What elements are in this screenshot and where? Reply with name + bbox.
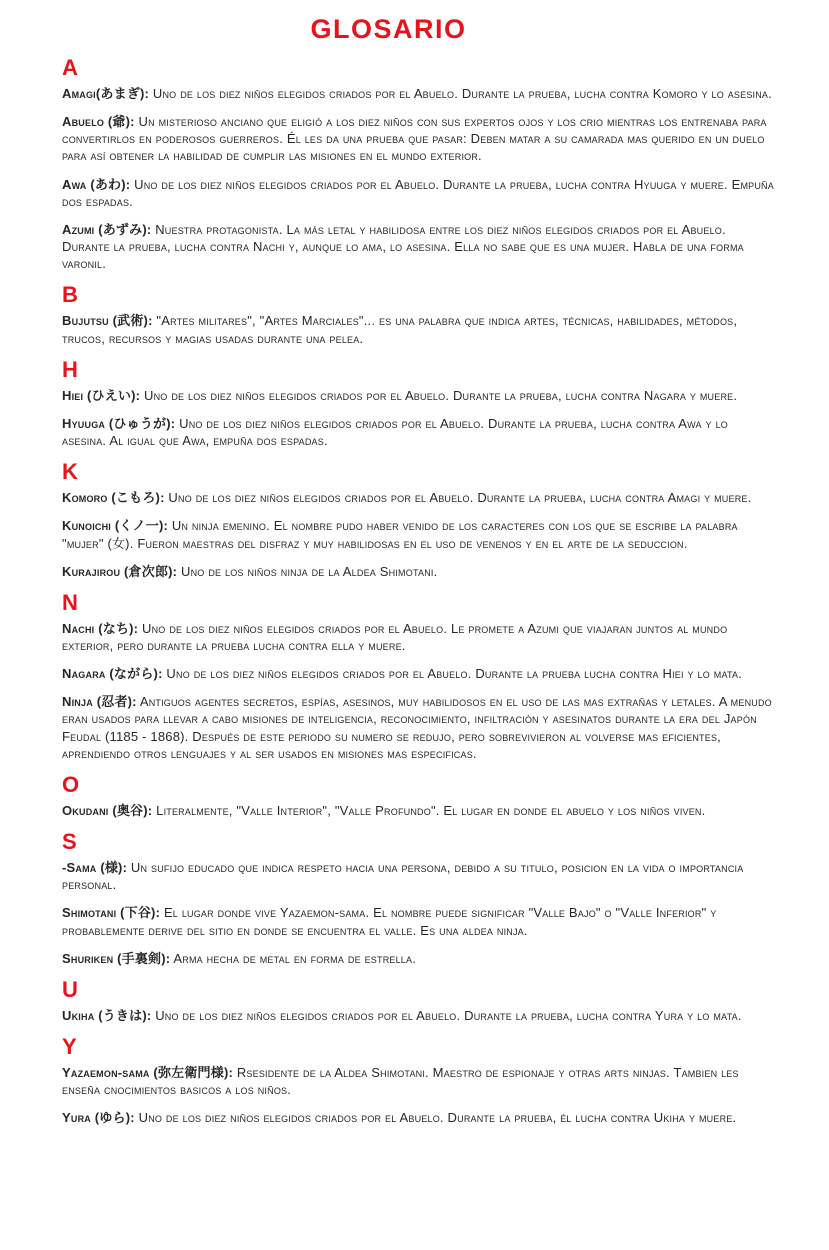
entry-definition: Uno de los diez niños elegidos criados por el Abuelo. Le promete a Azumi que viajaran juntos al mundo exterior, pero durante la prueba lucha contra ella y muere. xyxy=(62,620,728,653)
glossary-entry-kurajirou xyxy=(62,563,774,580)
entry-term: Ukiha xyxy=(62,1007,95,1023)
glossary-entry-nagara xyxy=(62,665,774,682)
entry-kana: (なち): xyxy=(98,620,139,636)
glossary-entry-sama xyxy=(62,859,774,893)
entry-definition: Uno de los diez niños elegidos criados por el Abuelo. Durante la prueba, lucha contra Nagara y muere. xyxy=(144,387,738,403)
section-letter: K xyxy=(62,459,78,485)
entry-term: Yura xyxy=(62,1110,91,1126)
entry-definition: Rsesidente de la Aldea Shimotani. Maestro de espionaje y otras arts ninjas. Tambien les enseña cnocimientos basicos a los niños. xyxy=(62,1065,739,1098)
entry-term: Awa xyxy=(62,176,87,192)
entry-definition: Uno de los diez niños elegidos criados por el Abuelo. Durante la prueba, lucha contra Yura y lo mata. xyxy=(155,1007,742,1023)
glossary-entry-bujutsu xyxy=(62,312,774,346)
entry-kana: (ひゅうが): xyxy=(108,415,176,431)
glossary-section-k xyxy=(62,461,775,580)
glossary-section-b xyxy=(62,284,775,346)
entry-kana: (武術): xyxy=(112,313,153,329)
entry-term: Shuriken xyxy=(62,950,114,966)
entry-definition: Uno de los niños ninja de la Aldea Shimotani. xyxy=(181,563,438,579)
entry-definition: Uno de los diez niños elegidos criados por el Abuelo. Durante la prueba, lucha contra Amagi y muere. xyxy=(168,490,752,506)
entry-term: Okudani xyxy=(62,802,109,818)
entry-term: Yazaemon-sama xyxy=(62,1065,150,1080)
glossary-entry-shimotani xyxy=(62,904,774,938)
entry-definition: Nuestra protagonista. La más letal y habilidosa entre los diez niños elegidos criados por el Abuelo. Durante la prueba, lucha contra Nachi y, aunque lo ama, lo asesina. Ella no sabe que es una mujer. Habla de una forma varonil. xyxy=(62,221,744,272)
glossary-section-h xyxy=(62,356,775,449)
entry-definition: Uno de los diez niños elegidos criados por el Abuelo. Durante la prueba, lucha contra Komoro y lo asesina. xyxy=(152,86,772,101)
entry-definition: El lugar donde vive Yazaemon-sama. El nombre puede significar "Valle Bajo" o "Valle Inferior" y probablemente derive del sitio en donde se encuentra el valle. Es una aldea ninja. xyxy=(62,905,717,938)
entry-kana: (弥左衛門様): xyxy=(153,1065,234,1080)
entry-definition: Uno de los diez niños elegidos criados por el Abuelo. Durante la prueba, lucha contra Hyuuga y muere. Empuña dos espadas. xyxy=(62,176,774,209)
entry-term: Komoro xyxy=(62,490,108,506)
page-title: GLOSARIO xyxy=(310,14,467,44)
section-letter: B xyxy=(62,282,78,308)
entry-definition: Arma hecha de metal en forma de estrella. xyxy=(173,950,417,966)
glossary-entry-ninja xyxy=(62,693,774,762)
glossary-entry-abuelo xyxy=(62,113,774,164)
glossary-entry-awa xyxy=(62,176,774,210)
entry-kana: (ゆら): xyxy=(94,1110,135,1126)
entry-definition: "Artes militares", "Artes Marciales"... es una palabra que indica artes, técnicas, habilidades, métodos, trucos, recursos y magias usadas durante una pelea. xyxy=(62,313,738,346)
entry-definition: Literalmente, "Valle Interior", "Valle Profundo". El lugar en donde el abuelo y los niños viven. xyxy=(156,802,706,818)
entry-term: Kunoichi xyxy=(62,518,111,534)
entry-kana: (倉次郎): xyxy=(124,563,178,579)
entry-term: Nagara xyxy=(62,666,106,682)
entry-term: Shimotani xyxy=(62,905,117,921)
entry-definition: Uno de los diez niños elegidos criados por el Abuelo. Durante la prueba, lucha contra Awa y lo asesina. Al igual que Awa, empuña dos espadas. xyxy=(62,415,728,449)
section-letter: A xyxy=(62,55,78,80)
entry-term: Abuelo xyxy=(62,114,105,130)
entry-kana: (忍者): xyxy=(96,694,137,710)
entry-term: -Sama xyxy=(62,860,97,876)
glossary-entry-komoro xyxy=(62,489,774,506)
glossary-entry-nachi xyxy=(62,620,774,654)
glossary-section-n xyxy=(62,589,775,762)
entry-kana: (ひえい): xyxy=(87,387,141,403)
entry-term: Bujutsu xyxy=(62,313,109,329)
entry-kana: (くノ一): xyxy=(114,518,168,534)
entry-term: Hiei xyxy=(62,387,84,403)
section-letter: O xyxy=(62,771,80,797)
glossary-entry-yura xyxy=(62,1109,774,1126)
entry-term: Ninja xyxy=(62,694,93,710)
entry-kana: (あまぎ): xyxy=(95,86,150,101)
entry-kana: (ながら): xyxy=(109,666,163,682)
glossary-section-s xyxy=(62,831,775,967)
entry-definition: Uno de los diez niños elegidos criados por el Abuelo. Durante la prueba, él lucha contra Ukiha y muere. xyxy=(138,1110,737,1126)
glossary-section-a xyxy=(62,57,775,272)
glossary-entry-okudani xyxy=(62,802,774,819)
section-letter: N xyxy=(62,589,78,615)
glossary-entry-hiei xyxy=(62,387,774,404)
entry-definition: Un misterioso anciano que eligió a los diez niños con sus expertos ojos y los crio mientras los entrenaba para convertirlos en poderosos guerreros. Él les da una prueba que pasar: Deben matar a su camarada mas querido en un duelo para así obtener la habilidad de cumplir las misiones en el mundo exterior. xyxy=(62,114,767,164)
entry-kana: (あわ): xyxy=(90,176,131,192)
entry-definition: Uno de los diez niños elegidos criados por el Abuelo. Durante la prueba lucha contra Hiei y lo mata. xyxy=(166,666,743,682)
glossary-entry-amagi xyxy=(62,85,774,102)
entry-definition: Un sufijo educado que indica respeto hacia una persona, debido a su titulo, posicion en la vida o importancia personal. xyxy=(62,860,744,893)
entry-term: Azumi xyxy=(62,221,95,237)
glossary-section-y xyxy=(62,1036,775,1126)
entry-definition: Antiguos agentes secretos, espías, asesinos, muy habilidosos en el uso de las mas extrañas y letales. A menudo eran usados para llevar a cabo misiones de inteligencia, reconocimiento, infiltración y asesinatos durante la era del Japón Feudal (1185 - 1868). Después de este periodo su numero se redujo, pero sobrevivieron al volverse mas eficientes, aprendiendo otros lenguajes y al ser usados en misiones mas especificas. xyxy=(62,694,772,761)
glossary-entry-azumi xyxy=(62,221,774,272)
entry-kana: (奥谷): xyxy=(112,802,153,818)
section-letter: H xyxy=(62,356,78,382)
entry-term: Hyuuga xyxy=(62,415,106,431)
section-letter: Y xyxy=(62,1034,77,1059)
glossary-entry-hyuuga xyxy=(62,415,774,449)
glossary-section-u xyxy=(62,976,775,1024)
section-letter: S xyxy=(62,829,77,855)
entry-definition: Un ninja emenino. El nombre pudo haber venido de los caracteres con los que se escribe la palabra "mujer" (女). Fueron maestras del disfraz y muy habilidosas en el uso de venenos y en el arte de la seduccion. xyxy=(62,518,738,551)
entry-kana: (こもろ): xyxy=(111,490,165,506)
entry-kana: (爺): xyxy=(107,114,135,130)
glossary-entry-yazaemon-sama xyxy=(62,1064,774,1098)
entry-kana: (下谷): xyxy=(120,905,161,921)
entry-term: Nachi xyxy=(62,620,95,636)
entry-kana: (手裏剣): xyxy=(117,950,171,966)
glossary-entry-kunoichi xyxy=(62,517,774,551)
glossary-entry-ukiha xyxy=(62,1007,774,1024)
glossary-entry-shuriken xyxy=(62,950,774,967)
entry-kana: (様): xyxy=(100,860,128,876)
entry-term: Kurajirou xyxy=(62,563,121,579)
glossary-section-o xyxy=(62,771,775,819)
entry-kana: (あずみ): xyxy=(98,221,152,237)
entry-kana: (うきは): xyxy=(98,1007,152,1023)
entry-term: Amagi xyxy=(62,86,96,101)
section-letter: U xyxy=(62,976,78,1002)
